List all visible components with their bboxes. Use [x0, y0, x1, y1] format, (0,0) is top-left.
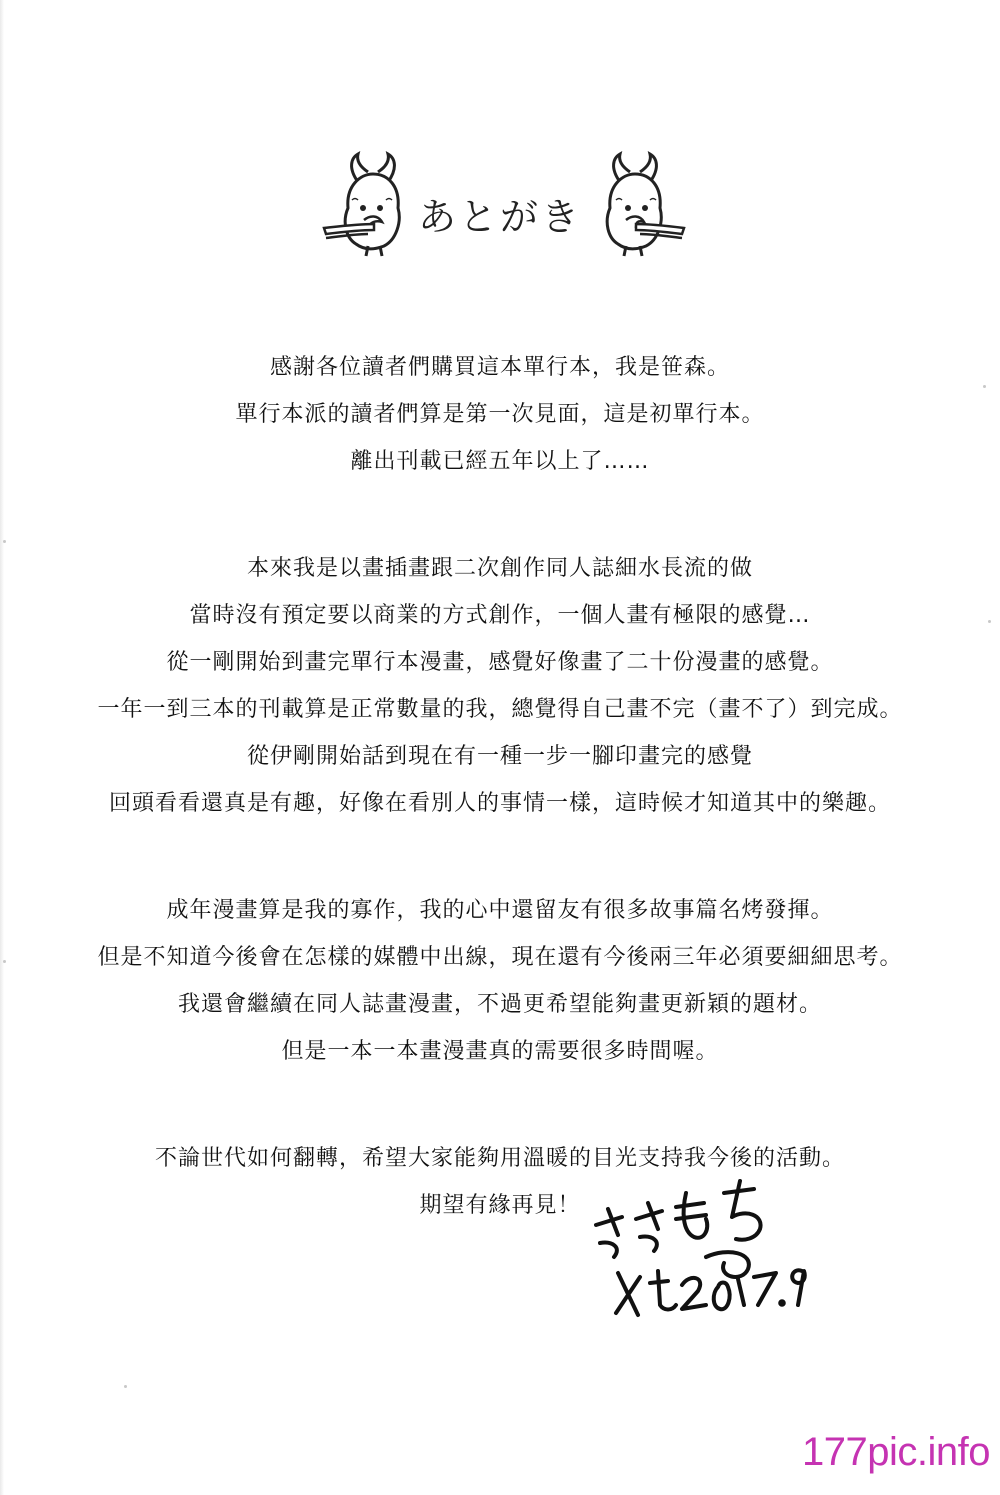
text-line: 但是不知道今後會在怎樣的媒體中出線，現在還有今後兩三年必須要細細思考。 [97, 945, 903, 970]
horned-mascot-icon [580, 148, 690, 260]
text-line: 期望有緣再見！ [419, 1193, 581, 1218]
text-line: 一年一到三本的刊載算是正常數量的我，總覺得自己畫不完（畫不了）到完成。 [97, 697, 903, 722]
text-line: 成年漫畫算是我的寡作，我的心中還留友有很多故事篇名烤發揮。 [166, 898, 834, 923]
paper-speck [124, 1385, 127, 1388]
handwritten-signature [578, 1165, 818, 1345]
paper-speck [3, 960, 6, 963]
afterword-header [0, 148, 1000, 268]
paper-speck [983, 385, 986, 388]
text-line: 當時沒有預定要以商業的方式創作，一個人畫有極限的感覺… [189, 603, 811, 628]
paragraph-spacer [0, 1075, 1000, 1135]
afterword-title: あとがき [417, 195, 582, 239]
text-line: 感謝各位讀者們購買這本單行本，我是笹森。 [269, 355, 730, 380]
text-line: 離出刊載已經五年以上了…… [350, 449, 650, 474]
paper-speck [988, 620, 991, 623]
paragraph-spacer [0, 485, 1000, 545]
text-line: 本來我是以畫插畫跟二次創作同人誌細水長流的做 [246, 556, 753, 581]
text-line: 從一剛開始到畫完單行本漫畫，感覺好像畫了二十份漫畫的感覺。 [166, 650, 834, 675]
paragraph-spacer [0, 827, 1000, 887]
paragraph [0, 1135, 1000, 1229]
watermark-text: 177pic.info [802, 1430, 990, 1474]
paragraph [0, 344, 1000, 485]
paragraph [0, 887, 1000, 1075]
text-line: 但是一本一本畫漫畫真的需要很多時間喔。 [281, 1039, 719, 1064]
text-line: 我還會繼續在同人誌畫漫畫，不過更希望能夠畫更新穎的題材。 [177, 992, 822, 1017]
paper-speck [3, 540, 6, 543]
text-line: 從伊剛開始話到現在有一種一步一腳印畫完的感覺 [246, 744, 753, 769]
text-line: 不論世代如何翻轉，希望大家能夠用溫暖的目光支持我今後的活動。 [154, 1146, 845, 1171]
paragraph [0, 545, 1000, 827]
signature-drawing [578, 1165, 818, 1345]
afterword-body [0, 344, 1000, 1229]
text-line: 單行本派的讀者們算是第一次見面，這是初單行本。 [235, 402, 765, 427]
text-line: 回頭看看還真是有趣，好像在看別人的事情一樣，這時候才知道其中的樂趣。 [108, 791, 891, 816]
